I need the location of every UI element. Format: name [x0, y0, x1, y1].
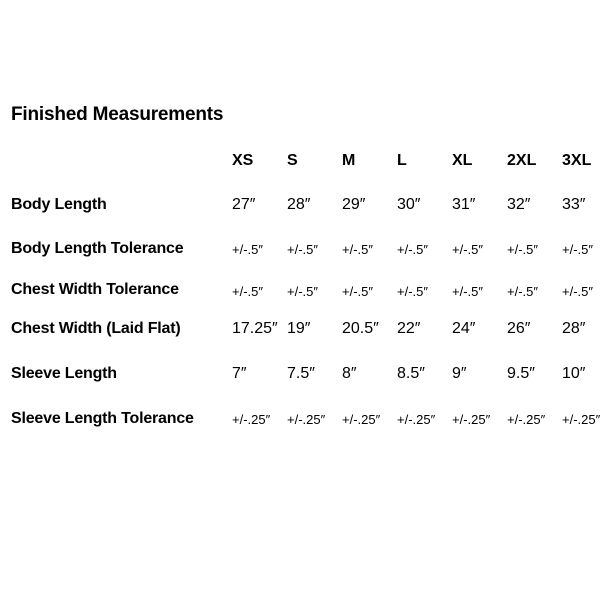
size-header-2xl: 2XL: [507, 152, 537, 169]
table-cell: 27″: [232, 196, 256, 213]
row-label-sleeve-length: Sleeve Length: [11, 365, 117, 382]
table-cell: +/-.5″: [507, 242, 538, 257]
size-header-xs: XS: [232, 152, 254, 169]
row-label-sleeve-length-tolerance: Sleeve Length Tolerance: [11, 410, 194, 427]
table-cell: +/-.5″: [342, 242, 373, 257]
table-cell: 22″: [397, 320, 421, 337]
table-cell: 7″: [232, 365, 247, 382]
table-cell: 20.5″: [342, 320, 379, 337]
table-cell: 7.5″: [287, 365, 315, 382]
table-cell: 9″: [452, 365, 467, 382]
table-cell: 26″: [507, 320, 531, 337]
table-cell: +/-.5″: [287, 242, 318, 257]
table-cell: 32″: [507, 196, 531, 213]
table-cell: +/-.5″: [287, 284, 318, 299]
table-cell: +/-.5″: [562, 284, 593, 299]
table-cell: +/-.5″: [232, 242, 263, 257]
table-cell: +/-.25″: [507, 412, 546, 427]
size-header-m: M: [342, 152, 356, 169]
table-cell: +/-.5″: [397, 284, 428, 299]
table-cell: 29″: [342, 196, 366, 213]
table-cell: +/-.25″: [232, 412, 271, 427]
table-cell: +/-.5″: [507, 284, 538, 299]
size-header-xl: XL: [452, 152, 473, 169]
table-cell: 10″: [562, 365, 586, 382]
table-cell: 33″: [562, 196, 586, 213]
table-cell: +/-.5″: [452, 242, 483, 257]
size-header-s: S: [287, 152, 298, 169]
table-cell: +/-.25″: [452, 412, 491, 427]
table-cell: +/-.25″: [342, 412, 381, 427]
table-cell: 8″: [342, 365, 357, 382]
page-title: Finished Measurements: [11, 104, 224, 125]
table-cell: +/-.25″: [562, 412, 601, 427]
table-cell: 17.25″: [232, 320, 278, 337]
row-label-body-length: Body Length: [11, 196, 107, 213]
size-header-3xl: 3XL: [562, 152, 592, 169]
table-cell: +/-.5″: [397, 242, 428, 257]
table-cell: 8.5″: [397, 365, 425, 382]
table-cell: +/-.5″: [452, 284, 483, 299]
row-label-body-length-tolerance: Body Length Tolerance: [11, 240, 184, 257]
table-cell: +/-.25″: [397, 412, 436, 427]
table-cell: +/-.25″: [287, 412, 326, 427]
table-cell: +/-.5″: [232, 284, 263, 299]
size-header-l: L: [397, 152, 407, 169]
row-label-chest-width-laid-flat: Chest Width (Laid Flat): [11, 320, 181, 337]
table-cell: 28″: [562, 320, 586, 337]
row-label-chest-width-tolerance: Chest Width Tolerance: [11, 281, 179, 298]
table-cell: 19″: [287, 320, 311, 337]
table-cell: +/-.5″: [562, 242, 593, 257]
table-cell: 30″: [397, 196, 421, 213]
table-cell: 31″: [452, 196, 476, 213]
table-cell: 28″: [287, 196, 311, 213]
table-cell: +/-.5″: [342, 284, 373, 299]
table-cell: 9.5″: [507, 365, 535, 382]
table-cell: 24″: [452, 320, 476, 337]
